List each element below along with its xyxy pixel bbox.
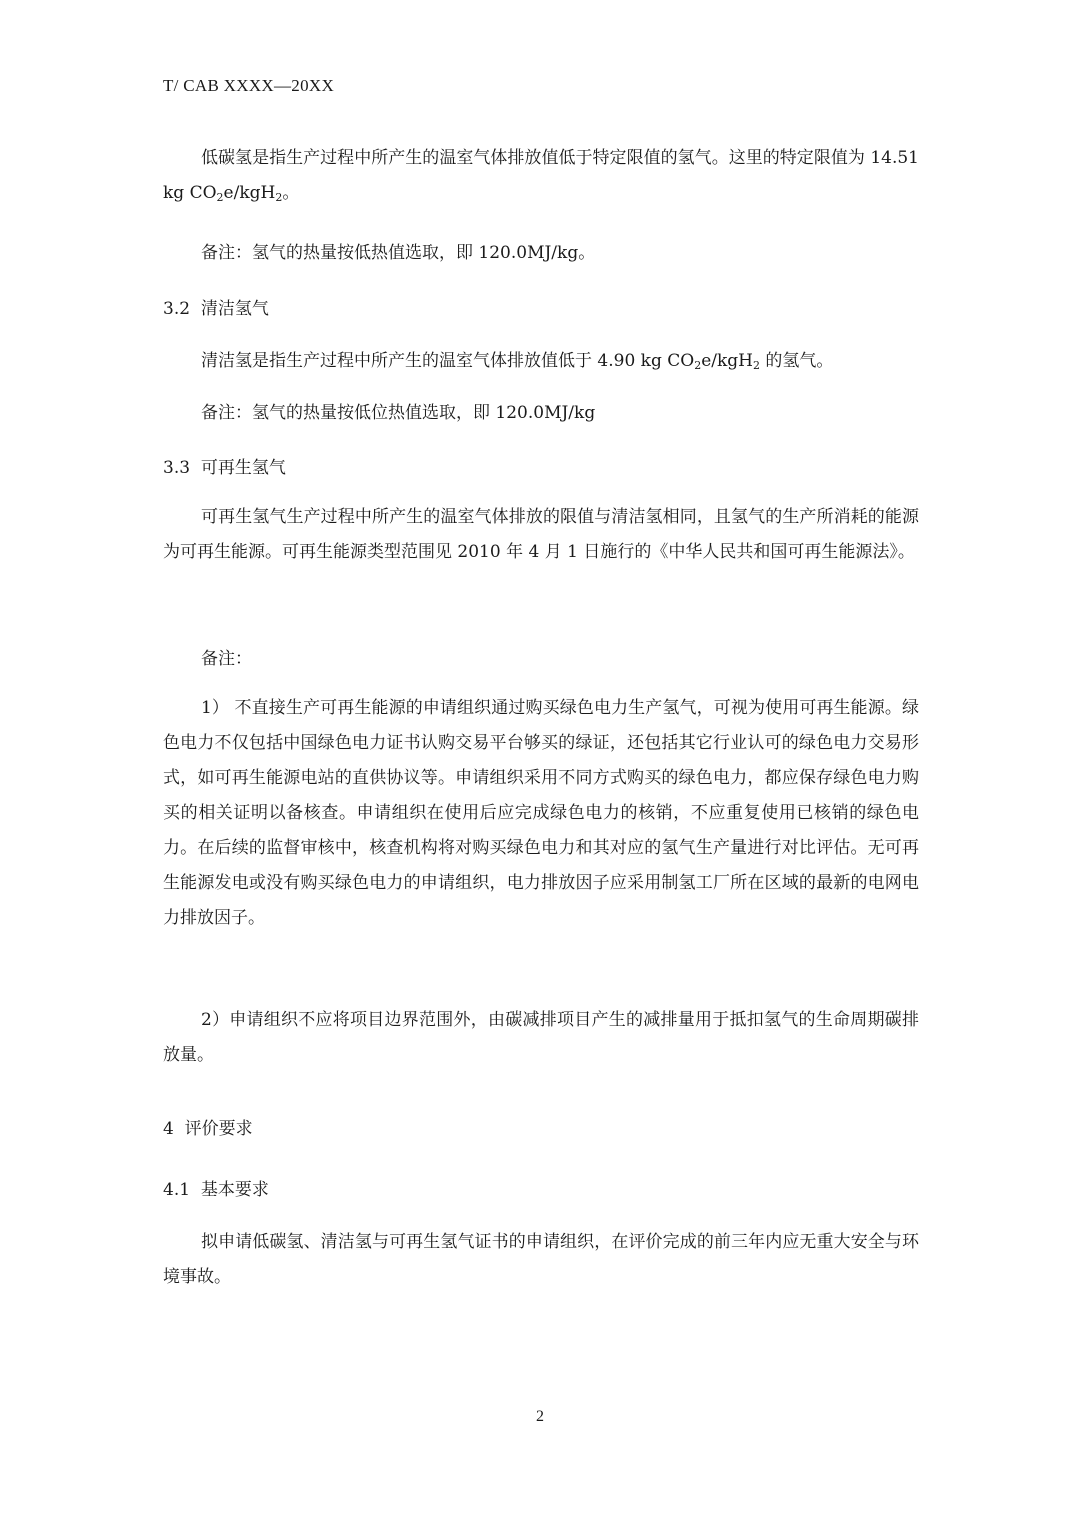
renewable-note-item-1: 1） 不直接生产可再生能源的申请组织通过购买绿色电力生产氢气，可视为使用可再生能源。绿色电力不仅包括中国绿色电力证书认购交易平台够买的绿证，还包括其它行业认可的绿色电力交易形式，如可再生能源电站的直供协议等。申请组织采用不同方式购买的绿色电力，都应保存绿色电力购买的相关证明以备核查。申请组织在使用后应完成绿色电力的核销，不应重复使用已核销的绿色电力。在后续的监督审核中，核查机构将对购买绿色电力和其对应的氢气生产量进行对比评估。无可再生能源发电或没有购买绿色电力的申请组织，电力排放因子应采用制氢工厂所在区域的最新的电网电力排放因子。	[163, 698, 919, 928]
standard-code-header: T/ CAB XXXX—20XX	[163, 76, 335, 95]
renewable-note-item-2: 2）申请组织不应将项目边界范围外，由碳减排项目产生的减排量用于抵扣氢气的生命周期碳排放量。	[163, 1010, 919, 1065]
page-number: 2	[536, 1408, 544, 1425]
clean-hydrogen-definition: 清洁氢是指生产过程中所产生的温室气体排放值低于 4.90 kg $CO_2e/kgH_2$ 的氢气。	[201, 351, 834, 372]
low-carbon-definition: 低碳氢是指生产过程中所产生的温室气体排放值低于特定限值的氢气。这里的特定限值为 14.51 kg $CO_2e/kgH_2$。	[163, 148, 919, 204]
clean-hydrogen-note: 备注：氢气的热量按低位热值选取，即 120.0MJ/kg	[201, 403, 596, 423]
renewable-note-label: 备注：	[201, 649, 252, 669]
section-heading-4-1: 4.1 基本要求	[163, 1180, 269, 1200]
section-heading-4: 4 评价要求	[163, 1119, 253, 1139]
renewable-hydrogen-definition: 可再生氢气生产过程中所产生的温室气体排放的限值与清洁氢相同，且氢气的生产所消耗的能源为可再生能源。可再生能源类型范围见 2010 年 4 月 1 日施行的《中华人民共和国可再生能源法》。	[163, 507, 919, 562]
basic-requirement-paragraph: 拟申请低碳氢、清洁氢与可再生氢气证书的申请组织，在评价完成的前三年内应无重大安全与环境事故。	[163, 1232, 919, 1287]
section-heading-3-2: 3.2 清洁氢气	[163, 299, 269, 319]
section-heading-3-3: 3.3 可再生氢气	[163, 458, 286, 478]
low-carbon-note: 备注：氢气的热量按低热值选取，即 120.0MJ/kg。	[201, 243, 596, 263]
